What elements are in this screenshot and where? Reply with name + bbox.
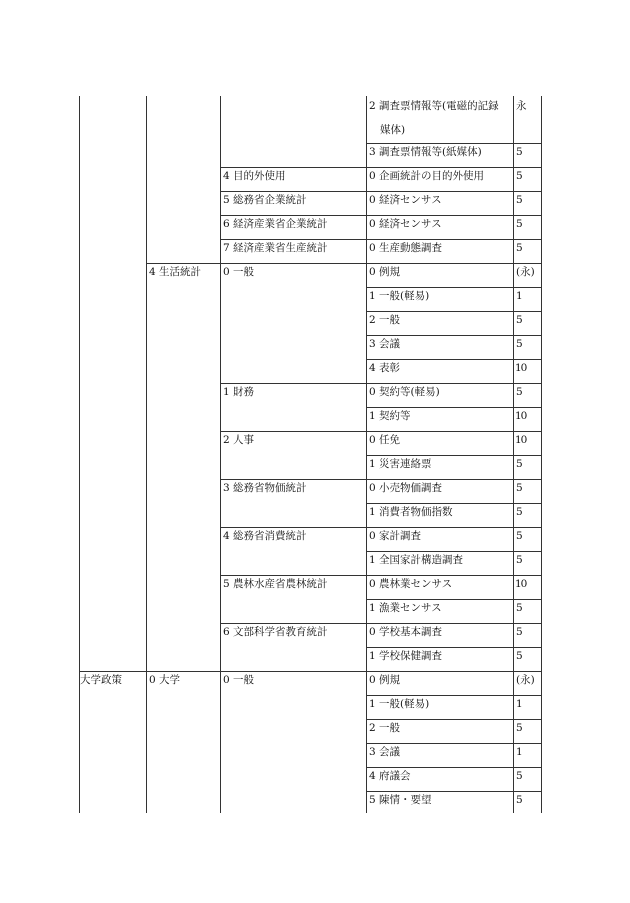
item-cell: 6 経済産業省企業統計 bbox=[223, 218, 328, 230]
row-border bbox=[366, 287, 541, 288]
row-border bbox=[220, 527, 541, 528]
retention-years-cell: 5 bbox=[516, 146, 523, 158]
document-type-cell: 0 例規 bbox=[369, 674, 401, 686]
item-cell: 1 財務 bbox=[223, 386, 255, 398]
row-border bbox=[366, 311, 541, 312]
document-type-cell: 4 府議会 bbox=[369, 770, 411, 782]
retention-years-cell: 5 bbox=[516, 218, 523, 230]
retention-years-cell: 5 bbox=[516, 314, 523, 326]
document-type-cell: 5 陳情・要望 bbox=[369, 794, 432, 806]
document-type-cell: 3 会議 bbox=[369, 746, 401, 758]
document-type-cell: 1 全国家計構造調査 bbox=[369, 554, 464, 566]
document-type-cell: 1 災害連絡票 bbox=[369, 458, 432, 470]
row-border bbox=[366, 767, 541, 768]
row-border bbox=[366, 335, 541, 336]
category-cell: 大学政策 bbox=[80, 674, 122, 686]
row-border bbox=[366, 551, 541, 552]
column-border bbox=[220, 96, 221, 813]
retention-years-cell: (永) bbox=[516, 266, 535, 278]
retention-years-cell: 1 bbox=[516, 746, 523, 758]
item-cell: 3 総務省物価統計 bbox=[223, 482, 307, 494]
row-border bbox=[366, 719, 541, 720]
row-border bbox=[79, 671, 541, 672]
item-cell: 5 農林水産省農林統計 bbox=[223, 578, 328, 590]
row-border bbox=[366, 407, 541, 408]
row-border bbox=[366, 743, 541, 744]
document-type-cell: 2 一般 bbox=[369, 314, 401, 326]
document-type-cell: 0 契約等(軽易) bbox=[369, 386, 440, 398]
row-border bbox=[220, 431, 541, 432]
retention-years-cell: 5 bbox=[516, 194, 523, 206]
item-cell: 2 人事 bbox=[223, 434, 255, 446]
retention-years-cell: 5 bbox=[516, 338, 523, 350]
item-cell: 0 一般 bbox=[223, 674, 255, 686]
row-border bbox=[220, 575, 541, 576]
document-type-cell: 1 一般(軽易) bbox=[369, 698, 430, 710]
document-type-cell: 0 農林業センサス bbox=[369, 578, 453, 590]
retention-years-cell: 1 bbox=[516, 290, 523, 302]
retention-years-cell: 5 bbox=[516, 626, 523, 638]
row-border bbox=[220, 479, 541, 480]
document-type-cell: 1 契約等 bbox=[369, 410, 411, 422]
document-type-cell: 1 一般(軽易) bbox=[369, 290, 430, 302]
row-border bbox=[220, 383, 541, 384]
document-type-cell: 2 一般 bbox=[369, 722, 401, 734]
retention-years-cell: 5 bbox=[516, 602, 523, 614]
document-type-cell: 0 例規 bbox=[369, 266, 401, 278]
document-type-cell: 0 任免 bbox=[369, 434, 401, 446]
retention-years-cell: 10 bbox=[515, 410, 527, 422]
document-type-cell: 3 会議 bbox=[369, 338, 401, 350]
row-border bbox=[366, 791, 541, 792]
retention-years-cell: 10 bbox=[515, 578, 527, 590]
item-cell: 7 経済産業省生産統計 bbox=[223, 242, 328, 254]
retention-years-cell: 5 bbox=[516, 722, 523, 734]
document-type-cell: 0 生産動態調査 bbox=[369, 242, 443, 254]
retention-years-cell: 5 bbox=[516, 242, 523, 254]
document-type-cell: 0 経済センサス bbox=[369, 194, 442, 206]
row-border bbox=[366, 503, 541, 504]
item-cell: 5 総務省企業統計 bbox=[223, 194, 307, 206]
item-cell: 4 総務省消費統計 bbox=[223, 530, 307, 542]
column-border bbox=[79, 96, 80, 813]
row-border bbox=[146, 263, 541, 264]
retention-years-cell: 5 bbox=[516, 794, 523, 806]
retention-years-cell: (永) bbox=[516, 674, 535, 686]
row-border bbox=[366, 455, 541, 456]
subcategory-cell: 4 生活統計 bbox=[149, 266, 202, 278]
retention-years-cell: 5 bbox=[516, 650, 523, 662]
document-type-cell: 1 漁業センサス bbox=[369, 602, 442, 614]
item-cell: 6 文部科学省教育統計 bbox=[223, 626, 328, 638]
retention-years-cell: 5 bbox=[516, 770, 523, 782]
document-type-cell: 4 表彰 bbox=[369, 362, 401, 374]
row-border bbox=[366, 359, 541, 360]
retention-years-cell: 5 bbox=[516, 458, 523, 470]
row-border bbox=[366, 695, 541, 696]
item-cell: 4 目的外使用 bbox=[223, 170, 286, 182]
retention-years-cell: 5 bbox=[516, 506, 523, 518]
document-type-cell: 0 企画統計の目的外使用 bbox=[369, 170, 485, 182]
retention-years-cell: 5 bbox=[516, 482, 523, 494]
retention-years-cell: 永 bbox=[516, 100, 527, 112]
document-type-cell: 0 経済センサス bbox=[369, 218, 442, 230]
retention-years-cell: 10 bbox=[515, 434, 527, 446]
retention-years-cell: 5 bbox=[516, 554, 523, 566]
row-border bbox=[366, 647, 541, 648]
subcategory-cell: 0 大学 bbox=[149, 674, 181, 686]
retention-years-cell: 5 bbox=[516, 386, 523, 398]
retention-years-cell: 5 bbox=[516, 530, 523, 542]
row-border bbox=[220, 215, 541, 216]
document-type-cell: 3 調査票情報等(紙媒体) bbox=[369, 146, 482, 158]
retention-years-cell: 10 bbox=[515, 362, 527, 374]
row-border bbox=[220, 167, 541, 168]
retention-years-cell: 1 bbox=[516, 698, 523, 710]
document-type-cell: 1 学校保健調査 bbox=[369, 650, 443, 662]
document-type-cell: 2 調査票情報等(電磁的記録 bbox=[369, 100, 499, 112]
row-border bbox=[366, 599, 541, 600]
column-border bbox=[146, 96, 147, 813]
item-cell: 0 一般 bbox=[223, 266, 255, 278]
document-type-cell: 0 家計調査 bbox=[369, 530, 422, 542]
row-border bbox=[220, 623, 541, 624]
row-border bbox=[220, 239, 541, 240]
column-border bbox=[541, 96, 542, 813]
retention-years-cell: 5 bbox=[516, 170, 523, 182]
document-type-cell: 0 学校基本調査 bbox=[369, 626, 443, 638]
row-border bbox=[220, 191, 541, 192]
row-border bbox=[366, 143, 541, 144]
document-type-cell: 0 小売物価調査 bbox=[369, 482, 443, 494]
document-type-cell: 媒体) bbox=[380, 124, 406, 136]
document-type-cell: 1 消費者物価指数 bbox=[369, 506, 453, 518]
